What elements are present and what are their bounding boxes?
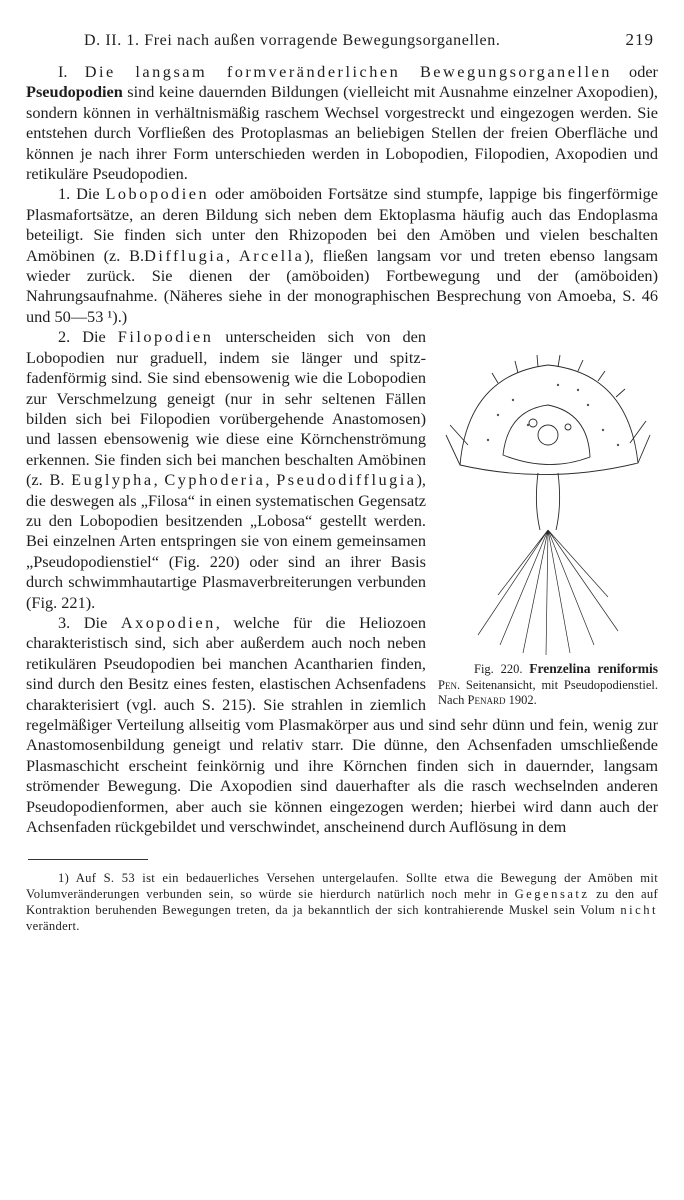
figure-220 (438, 335, 658, 709)
pseudopodial-stalk (536, 473, 559, 530)
page-number: 219 (625, 30, 654, 49)
footnote-text-end: verändert. (26, 919, 80, 934)
section-number: I. (58, 62, 68, 81)
source-author: Penard (467, 693, 506, 708)
frenzelina-illustration (438, 335, 658, 655)
running-title: D. II. 1. Frei nach außen vorragende Bewegungsorganellen. (84, 32, 501, 49)
genus-cyphoderia: Cyphoderia (164, 470, 266, 490)
separator: , (153, 470, 158, 490)
item-3-text: , welche für die Heliozoen charakteristisch sind, sich aber außerdem auch noch neben retikulären Pseudopodien bei manchen Acantharien finden, sind durch den Besitz eines festen, elastischen Achsenfadens charakterisiert (vgl. auch S. 215). Sie strahlen in ziemlich regelmäßiger Verteilung allseitig vom Plasmakörper aus und sind sehr dünn und fein, wenig zur Anastomosenbildung geneigt und relativ starr. Die dünne, den Achsenfaden umschließende Plasmaschicht erscheint feinkörnig und ihre Körnchen finden sich in dauernder, langsam strömender Bewegung. Die Axopodien sind dauerhafter als die rasch wechselnden anderen Pseudopodienformen, aber auch sie können eingezogen werden; hierbei wird dann auch der Achsenfaden rückgebildet und verschwindet, anscheinend durch Auflösung in dem (26, 612, 658, 837)
genus-pseudodifflugia: Pseudodifflugia (276, 470, 417, 490)
genus-arcella: Arcella (238, 245, 305, 265)
item-1-lead: 1. Die (58, 184, 100, 204)
page (26, 30, 658, 934)
separator: , (265, 470, 270, 490)
footnote-emphasis: Gegensatz (514, 887, 590, 902)
figure-number: Fig. 220. (474, 662, 523, 677)
item-1-paragraph (26, 184, 658, 327)
section-I-paragraph (26, 62, 658, 184)
footnote-text-middle: zu den auf Kontraktion beruhenden Bewegungen treten, da ja bekanntlich der sich kontrahierende Muskel sein Volum (26, 887, 658, 918)
cell-body (503, 405, 590, 465)
genus-euglypha: Euglypha (71, 470, 154, 490)
item-1-text: oder amöboiden Fortsätze sind stumpfe, lappige bis fingerförmige Plasmafortsätze, an deren Bildung sich neben dem Ektoplasma häufig auch das Endoplasma beteiligt. Sie finden sich unter den Rhizopoden bei den Amöben und vielen beschalten Amöbinen (z. B. (26, 184, 659, 265)
figure-caption (438, 661, 658, 709)
item-3-lead: 3. Die (58, 612, 108, 632)
footnote-divider (28, 859, 148, 860)
item-2-text: unterscheiden sich von den Lobopodien nur graduell, indem sie länger und spitz-fadenförmig sind. Sie sind ebensowenig wie die Lobopodien zur Verschmelzung geneigt (nur in sehr seltenen Fällen bilden sich bei Filopodien vorübergehende Anastomosen) und lassen ebensowenig wie diese eine Körnchenströmung erkennen. Sie finden sich bei manchen beschalten Amöbinen (z. B. (26, 327, 427, 490)
term-axopodien: Axopodien (120, 612, 216, 632)
item-2-lead: 2. Die (58, 327, 106, 347)
footnote-text: 1) Auf S. 53 ist ein bedauerliches Versehen untergelaufen. Sollte etwa die Bewegung der Amöben mit Volumveränderungen verbunden sein, so würde sie hierdurch natürlich noch mehr in (26, 871, 658, 902)
section-title: Die langsam formveränderlichen Bewegungsorganellen (84, 62, 612, 81)
species-author: Pen. (438, 677, 461, 692)
connector-word: oder (629, 62, 658, 81)
shell-outline (460, 365, 638, 475)
term-filopodien: Filopodien (117, 327, 214, 347)
section-body: sind keine dauernden Bildungen (vielleicht mit Ausnahme einzelner Axopodien), sondern können in verhältnismäßig raschem Wechsel vorgestreckt und eingezogen werden. Sie entstehen durch Vorfließen des Protoplasmas an beliebigen Stellen der freien Oberfläche und können je nach ihrer Form unterschieden werden in Lobopodien, Filopodien, Axopodien und retikuläre Pseudopodien. (26, 82, 658, 184)
term-lobopodien: Lobopodien (105, 184, 210, 204)
footnote (26, 870, 658, 934)
species-name: Frenzelina reniformis (529, 661, 658, 677)
source-year: 1902. (508, 693, 537, 708)
genus-difflugia: Difflugia (144, 245, 226, 265)
figure-description: Seitenansicht, mit Pseudopodienstiel. Nach (438, 677, 658, 708)
running-header (26, 30, 658, 50)
nucleus (538, 425, 558, 445)
term-pseudopodien: Pseudopodien (26, 82, 123, 102)
separator: , (226, 245, 231, 265)
item-1-text-end: ), fließen langsam vor und treten ebenso langsam wieder zurück. Sie dienen der (amöboiden) Fortbewegung und der (amöboiden) Nahrungsaufnahme. (Näheres siehe in der monographischen Besprechung von Amoeba, S. 46 und 50—53 ¹).) (26, 245, 658, 326)
footnote-emphasis-nicht: nicht (620, 903, 658, 918)
item-2-text-end: ), die deswegen als „Filosa“ in einen systematischen Gegensatz zu den Lobopodien besitzenden „Lobosa“ gestellt werden. Bei einzelnen Arten entspringen sie von einem gemeinsamen „Pseudopodienstiel“ (Fig. 220) oder sind an ihrer Basis durch schwimmhautartige Plasmaverbreiterungen verbunden (Fig. 221). (26, 470, 426, 612)
